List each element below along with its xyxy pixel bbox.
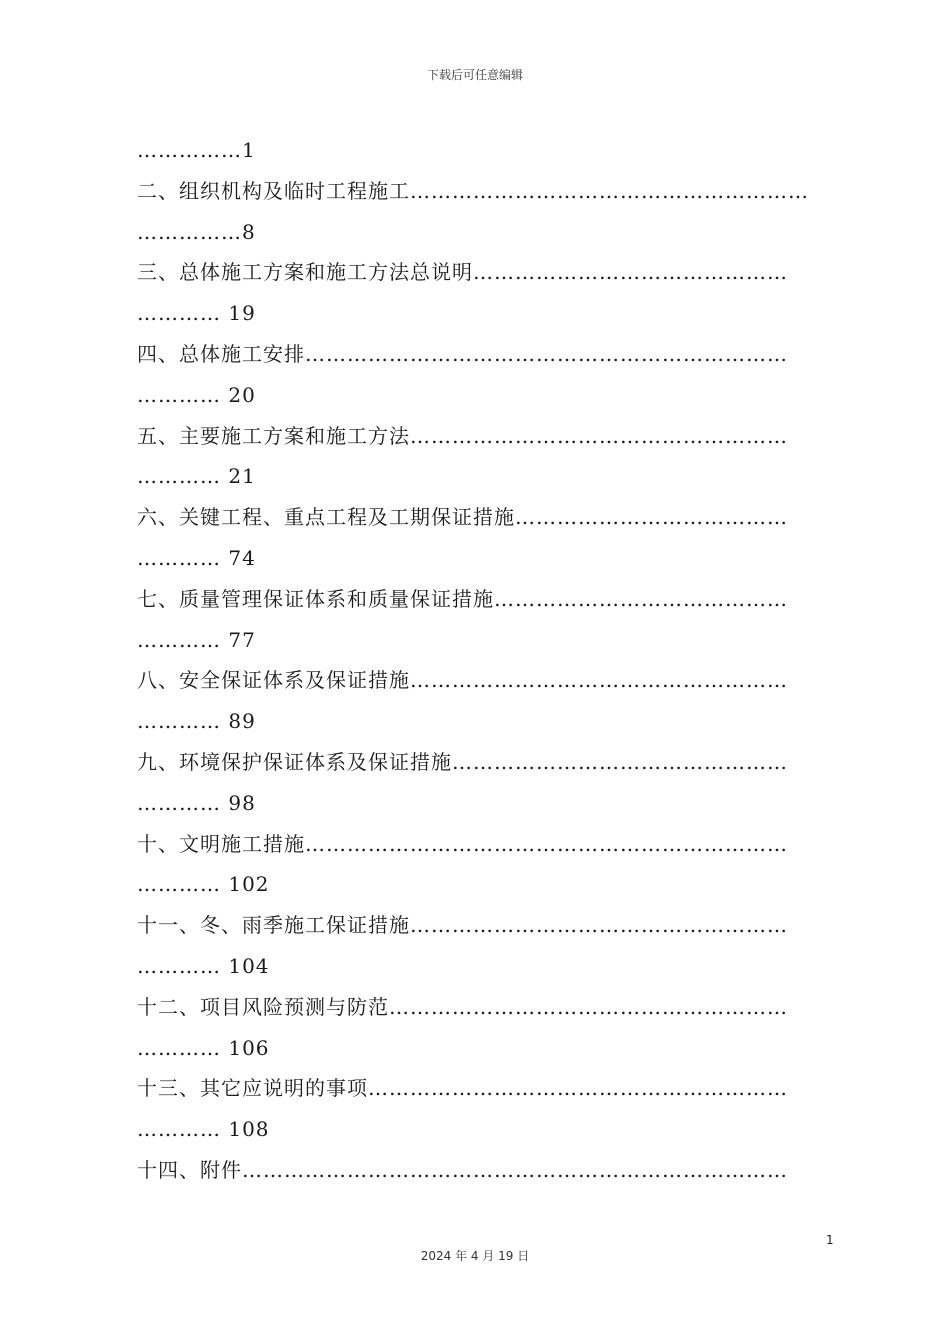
- toc-entry: 五、主要施工方案和施工方法………………………………………………: [137, 423, 788, 448]
- toc-line: ………… 21: [137, 464, 256, 489]
- toc-entry: 六、关键工程、重点工程及工期保证措施…………………………………: [137, 505, 788, 530]
- toc-line: ………… 74: [137, 545, 256, 570]
- toc-entry: 九、环境保护保证体系及保证措施…………………………………………: [137, 749, 788, 774]
- toc-line: ……………1: [137, 138, 256, 162]
- toc-line: ………… 104: [137, 953, 270, 978]
- toc-line: ……………8: [137, 219, 256, 244]
- toc-line: ………… 20: [137, 382, 256, 407]
- toc-entry: 十、文明施工措施……………………………………………………………: [137, 831, 788, 856]
- toc-line: ………… 19: [137, 301, 256, 326]
- toc-entry: 十一、冬、雨季施工保证措施………………………………………………: [137, 913, 788, 938]
- toc-entry: 十二、项目风险预测与防范…………………………………………………: [137, 994, 788, 1019]
- toc-line: ………… 77: [137, 627, 256, 652]
- toc-entry: 三、总体施工方案和施工方法总说明………………………………………: [137, 260, 788, 285]
- table-of-contents: [137, 138, 837, 1199]
- toc-entry: 十三、其它应说明的事项……………………………………………………: [137, 1076, 788, 1101]
- toc-entry: 四、总体施工安排……………………………………………………………: [137, 341, 788, 366]
- toc-entry: 八、安全保证体系及保证措施………………………………………………: [137, 668, 788, 693]
- toc-line: ………… 102: [137, 872, 270, 897]
- page-header: 下载后可任意编辑: [426, 68, 523, 82]
- page-number: 1: [826, 1233, 834, 1247]
- toc-line: ………… 89: [137, 709, 256, 734]
- toc-entry: 十四、附件……………………………………………………………………: [137, 1157, 788, 1182]
- toc-line: ………… 108: [137, 1117, 270, 1142]
- toc-entry: 二、组织机构及临时工程施工…………………………………………………: [137, 178, 809, 203]
- toc-line: ………… 98: [137, 790, 256, 815]
- toc-line: ………… 106: [137, 1035, 270, 1060]
- toc-entry: 七、质量管理保证体系和质量保证措施……………………………………: [137, 586, 788, 611]
- page-footer-date: 2024 年 4 月 19 日: [420, 1249, 530, 1263]
